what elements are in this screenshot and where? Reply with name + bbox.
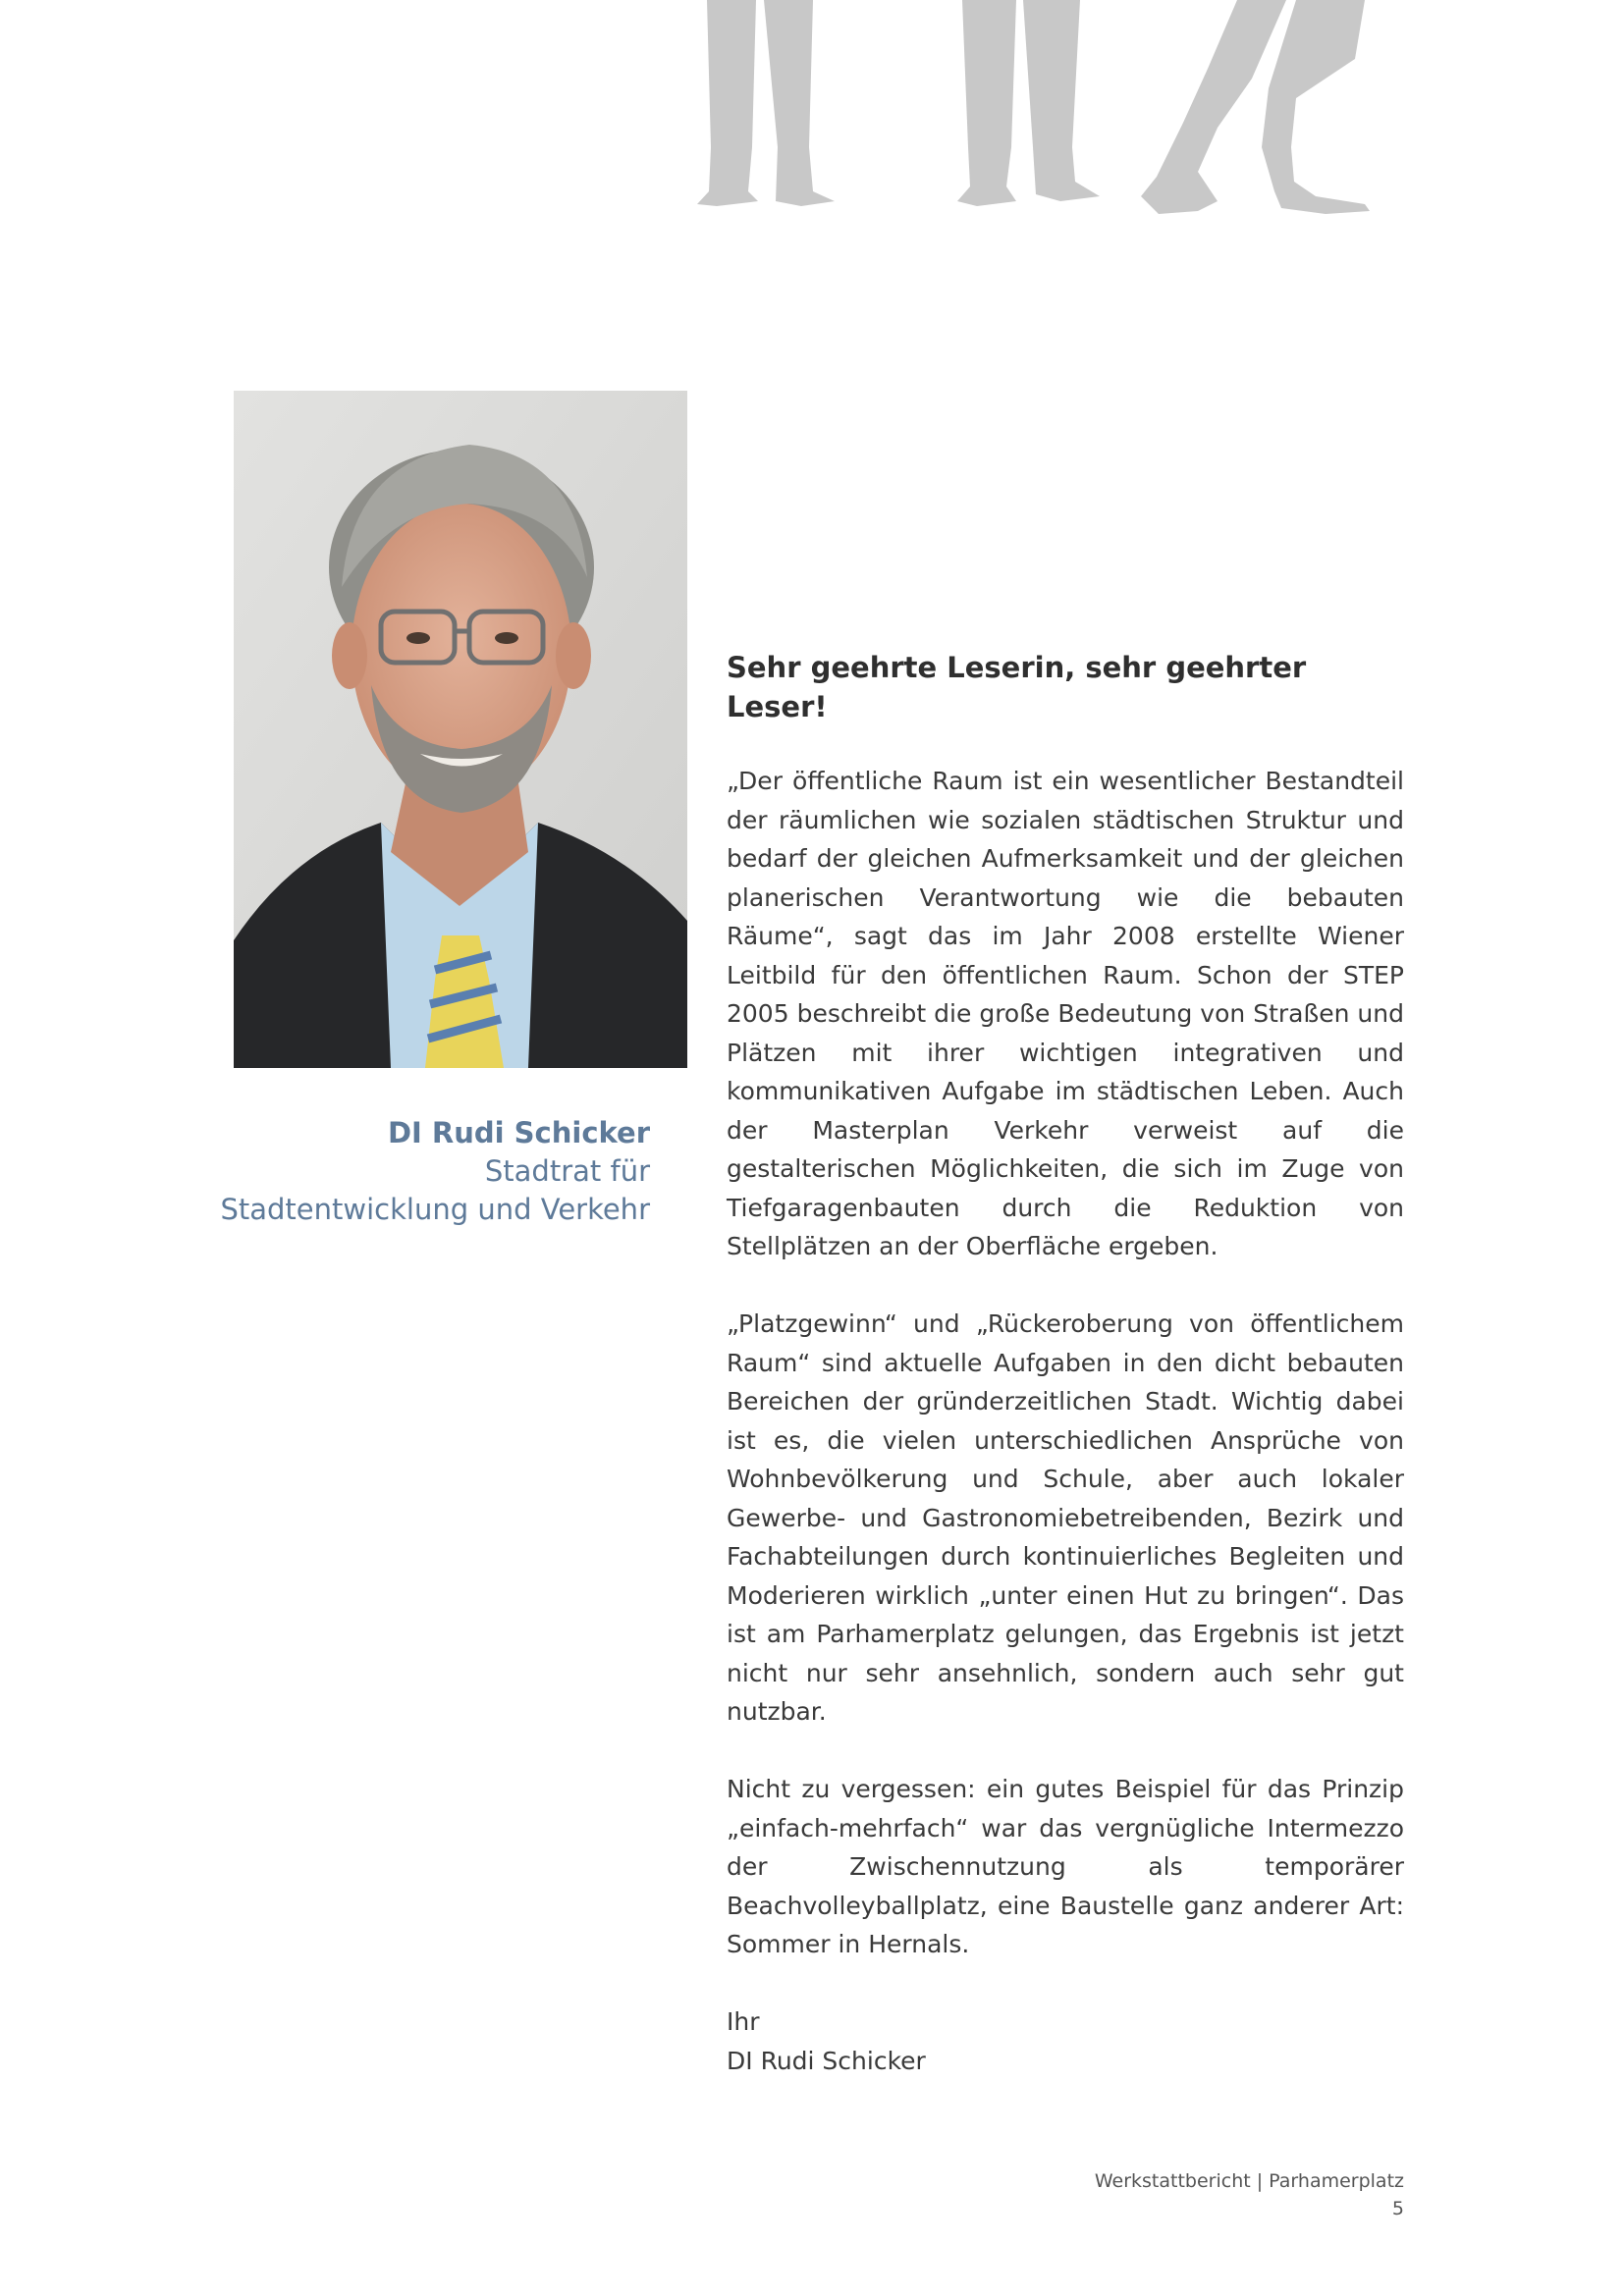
portrait-photo [234,391,687,1068]
closing-signature: DI Rudi Schicker [727,2046,926,2075]
closing-greeting: Ihr [727,2007,760,2036]
author-role-line-2: Stadtentwicklung und Verkehr [220,1193,650,1226]
portrait-photo-icon [234,391,687,1068]
letter-body [727,648,1404,2080]
portrait-caption [196,1114,650,1229]
letter-paragraph-1: „Der öffentliche Raum ist ein wesentlicher Bestandteil der räumlichen wie sozialen städtischen Struktur und bedarf der gleichen Aufmerksamkeit und der gleichen planerischen Verantwortung wie die bebauten Räume“, sagt das im Jahr 2008 erstellte Wiener Leitbild für den öffentlichen Raum. Schon der STEP 2005 beschreibt die große Bedeutung von Straßen und Plätzen mit ihrer wichtigen integrativen und kommunikativen Aufgabe im städtischen Leben. Auch der Masterplan Verkehr verweist auf die gestalterischen Möglichkeiten, die sich im Zuge von Tiefgaragenbauten durch die Reduktion von Stellplätzen an der Oberfläche ergeben. [727,767,1404,1260]
page-number: 5 [1391,2198,1404,2219]
author-role-line-1: Stadtrat für [484,1154,650,1188]
author-name: DI Rudi Schicker [387,1116,650,1149]
letter-paragraph-2: „Platzgewinn“ und „Rückeroberung von öffentlichem Raum“ sind aktuelle Aufgaben in den dicht bebauten Bereichen der gründerzeitlichen Stadt. Wichtig dabei ist es, die vielen unterschiedlichen Ansprüche von Wohnbevölkerung und Schule, aber auch lokaler Gewerbe- und Gastronomiebetreibenden, Bezirk und Fachabteilungen durch kontinuierliches Begleiten und Moderieren wirklich „unter einen Hut zu bringen“. Das ist am Parhamerplatz gelungen, das Ergebnis ist jetzt nicht nur sehr ansehnlich, sondern auch sehr gut nutzbar. [727,1309,1404,1726]
walking-people-silhouettes-icon [687,0,1591,226]
letter-salutation: Sehr geehrte Leserin, sehr geehrter Leser! [727,651,1307,723]
page-footer [1095,2167,1404,2222]
publication-title: Werkstattbericht | Parhamerplatz [1094,2170,1404,2192]
letter-closing [727,2002,1404,2080]
letter-paragraph-3: Nicht zu vergessen: ein gutes Beispiel für das Prinzip „einfach-mehrfach“ war das vergnügliche Intermezzo der Zwischennutzung als temporärer Beachvolleyballplatz, eine Baustelle ganz anderer Art: Sommer in Hernals. [727,1775,1404,1958]
